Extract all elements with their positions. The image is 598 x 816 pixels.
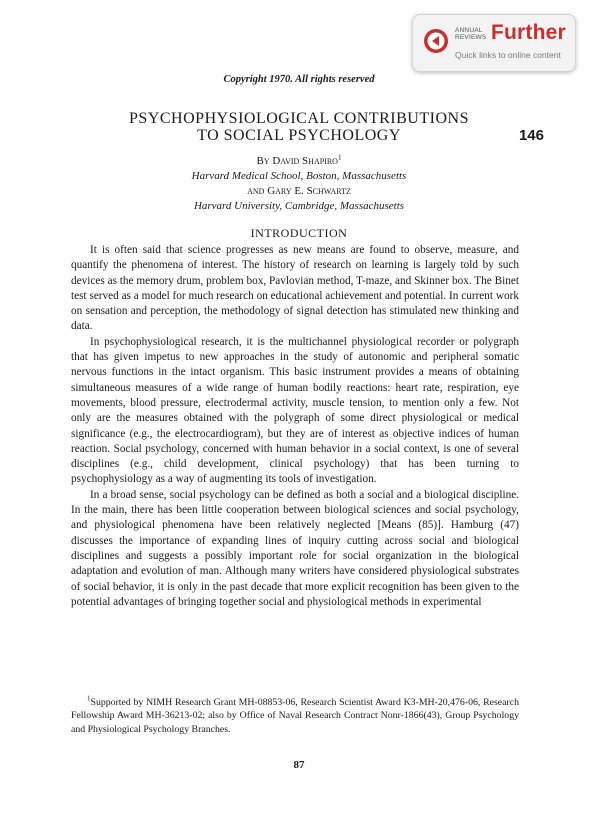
paragraph: It is often said that science progresses as new means are found to observe, measure, and quantify the phenomena of interest. The history of research on learning is largely told by such devices as the memory drum, problem box, Pavlovian method, T-maze, and Skinner box. The Binet test served as a model for much research on educational achievement and potential. In current work on sensation and perception, the methodology of signal detection has stimulated new thinking and data. [71,244,519,333]
body-text [71,243,519,610]
author1-name: By David Shapiro [256,155,338,167]
play-arrow-circle-icon [423,28,449,54]
affiliation-2: Harvard University, Cambridge, Massachusetts [193,200,405,212]
footnote [71,696,519,736]
footnote-body: Supported by NIMH Research Grant MH-08853-06, Research Scientist Award K3-MH-20,476-06, Research Fellowship Award MH-36213-02; also by Office of Naval Research Contract Nonr-1866(43), Group Psychology and Physiological Psychology Branches. [71,697,519,735]
wordmark-line2: REVIEWS [455,34,487,41]
wordmark-line1: ANNUAL [455,27,483,34]
further-tagline: Quick links to online content [455,50,561,60]
annual-reviews-further-banner[interactable] [412,14,576,72]
footnote-text [71,696,519,736]
section-heading: INTRODUCTION [250,226,348,240]
article-title-line1: PSYCHOPHYSIOLOGICAL CONTRIBUTIONS [129,110,469,127]
copyright-notice: Copyright 1970. All rights reserved [223,74,375,85]
paragraph: In a broad sense, social psychology can be defined as both a social and a biological discipline. In the main, there has been little cooperation between biological sciences and social psychology, and physiological phenomena have been relatively neglected [Means (85)]. Hamburg (47) discusses the importance of expanding lines of inquiry cutting across social and biological disciplines and suggests a possibly important role for social organization in the biological adaptation and evolution of man. Although many writers have considered physiological substrates of social behavior, it is only in the past decade that more explicit recognition has been given to the potential advantages of bringing together social and physiological methods in experimental [71,488,519,608]
chapter-number: 146 [518,127,544,144]
page-number: 87 [293,759,305,771]
author1-footnote-marker: 1 [337,153,342,162]
author-line-1 [0,155,598,167]
paragraph: In psychophysiological research, it is the multichannel physiological recorder or polygraph that has given impetus to new approaches in the study of autonomic and peripheral somatic nervous functions in the intact organism. This basic instrument provides a means of obtaining simultaneous measures of a wide range of human bodily reactions: heart rate, respiration, eye movements, blood pressure, electrodermal activity, muscle tension, to mention only a few. Not only are the measures obtained with the polygraph of some direct physiological or medical significance (e.g., the electrocardiogram), but they are of interest as objective indices of human reaction. Social psychology, concerned with human behavior in a social context, is one of several disciplines (e.g., child development, clinical psychology) that has been turning to psychophysiology as a way of augmenting its tools of investigation. [71,335,519,486]
annual-reviews-wordmark [455,27,486,41]
article-title-line2: TO SOCIAL PSYCHOLOGY [197,127,401,144]
affiliation-1: Harvard Medical School, Boston, Massachusetts [191,170,407,182]
further-label: Further [491,21,566,44]
footnote-marker: 1 [87,694,91,703]
author-line-2: and Gary E. Schwartz [247,185,351,197]
